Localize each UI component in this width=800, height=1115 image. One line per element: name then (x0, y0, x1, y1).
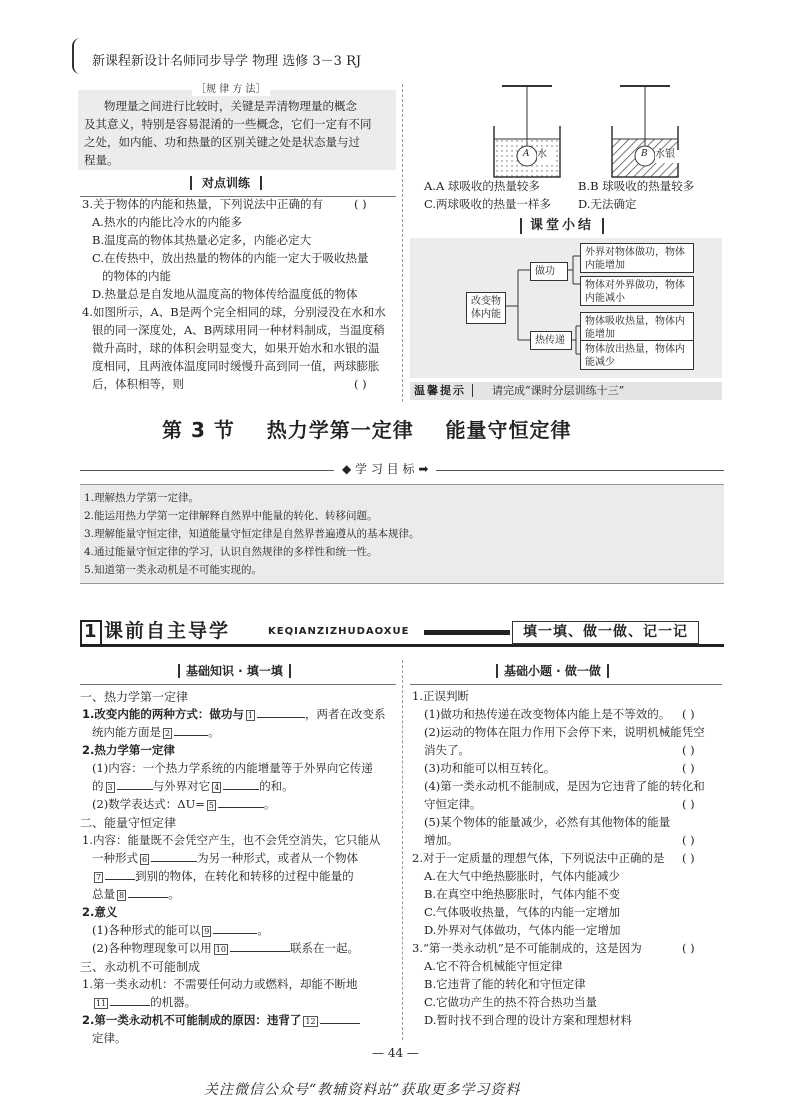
summary-leaf-1: 外界对物体做功，物体内能增加 (580, 243, 694, 273)
quiz-j5-paren[interactable]: ( ) (682, 833, 695, 847)
basics-p3d: 到别的物体，在转化和转移的过程中能量的 (135, 869, 354, 883)
blank-4-num: 4 (214, 782, 220, 792)
liquid-a-label: 水 (537, 149, 547, 160)
method-tag: ［规 律 方 法］ (192, 84, 270, 96)
summary-leaf-2: 物体对外界做功，物体内能减小 (580, 276, 694, 306)
method-line-1: 物理量之间进行比较时，关键是弄清物理量的概念 (104, 99, 357, 113)
blank-11-num: 11 (96, 998, 107, 1008)
basics-p5b: 的机器。 (150, 995, 197, 1009)
basics-p5a: 1.第一类永动机：不需要任何动力或燃料，却能不断地 (82, 977, 358, 991)
quiz-title: 基础小题 · 做一做 (496, 664, 609, 678)
q4-line-3: 微升高时，球的体积会明显变大，如果开始水和水银的温 (92, 341, 380, 355)
column-divider-bottom (402, 660, 403, 1040)
blank-8-num: 8 (119, 890, 125, 900)
blank-12[interactable] (320, 1023, 360, 1024)
tip-label: 温馨提示 (414, 384, 473, 397)
basics-p3a: 1.内容：能量既不会凭空产生，也不会凭空消失，它只能从 (82, 833, 381, 847)
basics-p2d: 的和。 (259, 779, 294, 793)
blank-11[interactable] (110, 1005, 150, 1006)
quiz-j3-paren[interactable]: ( ) (682, 761, 695, 775)
summary-title: 课堂小结 (520, 218, 604, 234)
method-line-3: 之处，如内能、功和热量的区别关键之处是状态量与过 (84, 135, 360, 149)
quiz-j3: (3)功和能可以相互转化。 (424, 761, 556, 775)
basics-p1c: 统内能方面是 (92, 725, 161, 739)
basics-p4a: (1)各种形式的能可以 (92, 923, 201, 937)
blank-1[interactable] (257, 717, 305, 718)
goal-3: 3.理解能量守恒定律，知道能量守恒定律是自然界普遍遵从的基本规律。 (84, 528, 420, 540)
goals-title-text: 学 习 目 标 (355, 462, 415, 476)
summary-leaf-3: 物体吸收热量，物体内能增加 (580, 312, 694, 342)
basics-p4c: (2)各种物理现象可以用 (92, 941, 212, 955)
basics-p2a: (1)内容：一个热力学系统的内能增量等于外界向它传递 (92, 761, 373, 775)
basics-p4d: 联系在一起。 (289, 941, 359, 955)
quiz-q3-option-b: B.它违背了能的转化和守恒定律 (424, 977, 586, 991)
basics-p3e: 总量 (92, 887, 115, 901)
basics-p3c: 为另一种形式，或者从一个物体 (197, 851, 359, 865)
q4-bracket[interactable]: ( ) (354, 377, 367, 391)
blank-5-num: 5 (208, 800, 215, 810)
quiz-q2-option-b: B.在真空中绝热膨胀时，气体内能不变 (424, 887, 621, 901)
quiz-q1: 1.正误判断 (412, 689, 469, 703)
basics-p4b: 。 (257, 923, 269, 937)
q4-line-5: 后，体积相等，则 (92, 377, 184, 391)
quiz-j1: (1)做功和热传递在改变物体内能上是不等效的。 (424, 707, 671, 721)
basics-p2f: 。 (264, 797, 276, 811)
basics-p1d: 。 (208, 725, 220, 739)
blank-8[interactable] (128, 897, 168, 898)
q4-line-2: 银的同一深度处，A、B两球用同一种材料制成，当温度稍 (92, 323, 385, 337)
blank-12-num: 12 (305, 1016, 316, 1026)
header-bracket (72, 38, 82, 74)
q4-option-c: C.两球吸收的热量一样多 (424, 197, 552, 211)
practice-title: 对点训练 (190, 176, 262, 190)
basics-p6-line1 (82, 1014, 360, 1028)
liquid-b-label: 水银 (655, 149, 675, 160)
quiz-j4-paren[interactable]: ( ) (682, 797, 695, 811)
basics-h2: 二、能量守恒定律 (80, 816, 177, 830)
goal-4: 4.通过能量守恒定律的学习，认识自然规律的多样性和统一性。 (84, 546, 378, 558)
quiz-q2-option-d: D.外界对气体做功，气体内能一定增加 (424, 923, 621, 937)
column-divider-top (402, 84, 403, 402)
basics-title: 基础知识 · 填一填 (178, 664, 291, 678)
basics-p3-line3 (92, 870, 354, 884)
method-line-4: 程量。 (84, 153, 119, 167)
quiz-j5a: (5)某个物体的能量减少，必然有其他物体的能量 (424, 815, 671, 829)
basics-p2e: (2)数学表达式：ΔU= (92, 797, 205, 811)
q3-option-d: D.热量总是自发地从温度高的物体传给温度低的物体 (92, 287, 358, 301)
blank-7[interactable] (105, 879, 135, 880)
quiz-j5b: 增加。 (424, 833, 459, 847)
summary-branch-heat: 热传递 (530, 331, 572, 350)
basics-p3-line2 (92, 852, 358, 866)
basics-p2c: 与外界对它 (152, 779, 211, 793)
basics-p4-line1 (92, 924, 269, 938)
quiz-j2-paren[interactable]: ( ) (682, 743, 695, 757)
blank-6[interactable] (151, 861, 197, 862)
q3-option-c-cont: 的物体的内能 (102, 269, 171, 283)
q3-stem: 3.关于物体的内能和热量，下列说法中正确的有 (82, 197, 323, 211)
blank-3-num: 3 (107, 782, 113, 792)
q4-line-1: 4.如图所示，A、B是两个完全相同的球，分别浸没在水和水 (82, 305, 386, 319)
basics-p2b: 的 (92, 779, 104, 793)
basics-p3b: 一种形式 (92, 851, 138, 865)
q3-option-b: B.温度高的物体其热量必定多，内能必定大 (92, 233, 312, 247)
quiz-j4b: 守恒定律。 (424, 797, 482, 811)
blank-2[interactable] (174, 735, 208, 736)
basics-p6b: 定律。 (92, 1031, 127, 1045)
summary-leaf-4: 物体放出热量，物体内能减少 (580, 340, 694, 370)
q3-option-c: C.在传热中，放出热量的物体的内能一定大于吸收热量 (92, 251, 369, 265)
q4-line-4: 度相同，且两液体温度同时缓慢升高到同一值，两球膨胀 (92, 359, 380, 373)
footer-note: 关注微信公众号“教辅资料站”获取更多学习资料 (204, 1082, 521, 1098)
banner-pinyin: KEQIANZIZHUDAOXUE (268, 626, 410, 637)
basics-p1a: 1.改变内能的两种方式：做功与 (82, 707, 244, 721)
q3-option-a: A.热水的内能比冷水的内能多 (92, 215, 242, 229)
blank-3[interactable] (117, 789, 153, 790)
q3-bracket[interactable]: ( ) (354, 197, 367, 211)
quiz-q2: 2.对于一定质量的理想气体，下列说法中正确的是 (412, 851, 665, 865)
goal-1: 1.理解热力学第一定律。 (84, 492, 200, 504)
basics-p3f: 。 (168, 887, 180, 901)
basics-p6a: 2.第一类永动机不可能制成的原因：违背了 (82, 1013, 302, 1027)
quiz-q3-option-a: A.它不符合机械能守恒定律 (424, 959, 563, 973)
blank-7-num: 7 (96, 872, 102, 882)
banner-bar (424, 630, 510, 635)
blank-9-num: 9 (204, 926, 210, 936)
quiz-j1-paren[interactable]: ( ) (682, 707, 695, 721)
quiz-q2-paren[interactable]: ( ) (682, 851, 695, 865)
basics-p1-cont (92, 726, 220, 740)
q4-option-a: A.A 球吸收的热量较多 (424, 179, 540, 193)
quiz-q3-option-c: C.它做功产生的热不符合热功当量 (424, 995, 598, 1009)
quiz-j2b: 消失了。 (424, 743, 470, 757)
blank-2-num: 2 (165, 728, 171, 738)
ball-b-label: B (641, 149, 648, 159)
basics-p2e-line (92, 798, 276, 812)
quiz-q2-option-a: A.在大气中绝热膨胀时，气体内能减少 (424, 869, 620, 883)
q4-option-b: B.B 球吸收的热量较多 (578, 179, 695, 193)
blank-6-num: 6 (142, 854, 148, 864)
basics-p5-line2 (92, 996, 196, 1010)
quiz-q2-option-c: C.气体吸收热量，气体的内能一定增加 (424, 905, 621, 919)
basics-divider (80, 684, 396, 685)
blank-4[interactable] (223, 789, 259, 790)
tip-text: 请完成“课时分层训练十三” (492, 384, 625, 397)
basics-p4: 2.意义 (82, 905, 118, 919)
q4-option-d: D.无法确定 (578, 197, 637, 211)
basics-p1b: ，两者在改变系 (304, 707, 386, 721)
basics-h1: 一、热力学第一定律 (80, 690, 189, 704)
basics-p1 (82, 708, 385, 722)
banner-title: 课前自主导学 (104, 620, 231, 642)
header-title: 新课程新设计名师同步导学 物理 选修 3－3 RJ (92, 54, 362, 69)
goal-5: 5.知道第一类永动机是不可能实现的。 (84, 564, 263, 576)
summary-branch-work: 做功 (530, 262, 568, 281)
blank-9[interactable] (213, 933, 257, 934)
goal-2: 2.能运用热力学第一定律解释自然界中能量的转化、转移问题。 (84, 510, 378, 522)
quiz-divider (410, 684, 722, 685)
blank-10-num: 10 (215, 944, 226, 954)
ball-a-label: A (523, 149, 530, 159)
ball-figure (480, 84, 720, 180)
summary-root: 改变物体内能 (466, 292, 506, 324)
basics-p2: 2.热力学第一定律 (82, 743, 175, 757)
section-title: 第 3 节 热力学第一定律 能量守恒定律 (162, 418, 572, 442)
quiz-j2a: (2)运动的物体在阻力作用下会停下来，说明机械能凭空 (424, 725, 705, 739)
basics-h3: 三、永动机不可能制成 (80, 960, 201, 974)
basics-p3-line4 (92, 888, 180, 902)
basics-p4-line2 (92, 942, 359, 956)
banner-slogan: 填一填、做一做、记一记 (512, 621, 699, 644)
banner-num: 1 (84, 621, 97, 642)
blank-5[interactable] (218, 807, 264, 808)
quiz-q3-option-d: D.暂时找不到合理的设计方案和理想材料 (424, 1013, 632, 1027)
quiz-j4a: (4)第一类永动机不能制成，是因为它违背了能的转化和 (424, 779, 705, 793)
quiz-q3: 3.“第一类永动机”是不可能制成的，这是因为 (412, 941, 642, 955)
quiz-q3-paren[interactable]: ( ) (682, 941, 695, 955)
basics-p2-cont (92, 780, 294, 794)
page-number: — 44 — (372, 1046, 419, 1060)
method-line-2: 及其意义，特别是容易混淆的一些概念，它们一定有不同 (84, 117, 372, 131)
blank-10[interactable] (230, 951, 290, 952)
blank-1-num: 1 (247, 710, 253, 720)
banner-underline (80, 644, 724, 647)
goals-title: ◆ 学 习 目 标 ➡ (334, 462, 436, 476)
